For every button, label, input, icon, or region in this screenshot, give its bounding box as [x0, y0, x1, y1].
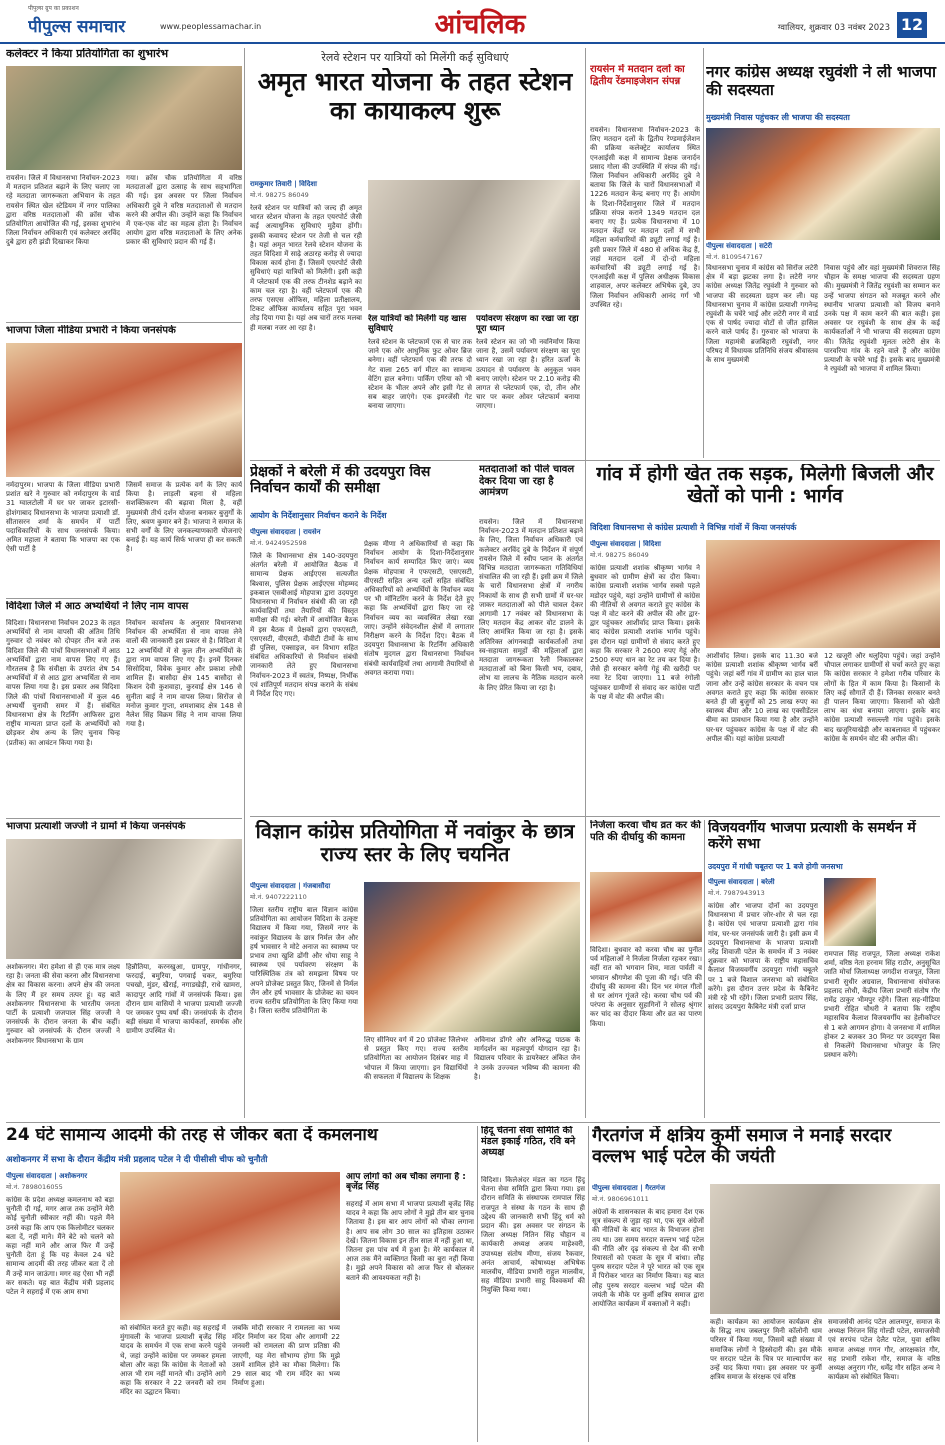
mobile-number: मो.नं. 98275 86049	[250, 191, 309, 199]
headline: गांव में होगी खेत तक सड़क, मिलेगी बिजली और खेतों को पानी : भार्गव	[596, 464, 934, 507]
story-udaipura	[250, 464, 474, 814]
mobile-number: मो.नं. 9806961011	[592, 1195, 649, 1203]
body-text: आशीर्वाद लिया। इसके बाद 11.30 बजे कांग्रेस प्रत्याशी शशांक श्रीकृष्ण भार्गव बर्री पहुंचे। जहां बर्री गांव में ग्रामीण का हाल चाल जाना और उन्हें कांग्रेस सरकार के वचन पत्र अवगत कराते हुए कहा कि कांग्रेस सरकार बनते ही जी बुजुर्गों को 25 लाख रुपए का स्वास्थ्य बीमा और 10 लाख का एक्सीडेंटल बीमा का प्रावधान किया गया है और उन्होंने घर-घर पहुंचकर कांग्रेस के पक्ष में वोट की अपील की। यहां कांग्रेस प्रत्याशी	[706, 652, 818, 743]
story-rule	[6, 598, 242, 599]
column-rule	[477, 1126, 478, 1442]
caption-title: पर्यावरण संरक्षण का रखा जा रहा पूरा ध्यान	[476, 314, 579, 335]
body-text: जबकि मोदी सरकार ने रामलला का भव्य मंदिर निर्माण कर दिया और आगामी 22 जनवरी को रामलला की प्राण प्रतिष्ठा की जाएगी, यह मेरा सौभाग्य होगा कि मुझे उसमें शामिल होने का मौका मिलेगा। कि 29 साल बाद भी राम मंदिर का भव्य निर्माण हुआ।	[232, 1324, 340, 1388]
headline: गैरतगंज में क्षत्रिय कुर्मी समाज ने मनाई सरदार वल्लभ भाई पटेल की जयंती	[592, 1126, 892, 1167]
headline: भाजपा जिला मीडिया प्रभारी ने किया जनसंपर्क	[6, 325, 176, 336]
story-bhargav	[590, 464, 940, 814]
byline-name: पीपुल्स संवाददाता	[708, 878, 754, 886]
byline-name: रामकुमार तिवारी	[250, 180, 292, 188]
quote-body: सहराई में आम सभा में भाजपा प्रत्याशी बृजेंद्र सिंह यादव ने कहा कि आप लोगों ने मुझे तीन बार चुनाव जिताया है। इस बार आप लोगों को चौका लगाना है। आप सब लोग 30 साल का इतिहास उठाकर देखें। जितना विकास इन तीन साल में नहीं हुआ था, जितना इस पांच वर्ष में हुआ है। मेरे कार्यकाल में आज तक मैंने व्यक्तिगत किसी का बुरा नहीं किया है। मुझे अपने विकास को आज फिर से बोलकर बताने की आवश्यकता नहीं है।	[346, 1200, 474, 1282]
body-text: कांग्रेस के प्रदेश अध्यक्ष कमलनाथ को बड़ा चुनौती दी गई, मगर आज तक उन्होंने मेरी कोई चुनौती स्वीकार नहीं की। पहले मैंने उनसे कहा कि आप एक किलोमीटर चलकर बता दें, नहीं माने। मैंने बेटे को चलने को कहा नहीं माने और आज फिर मैं उन्हें चुनौती देता हूं कि यह केवल 24 घंटे सामान्य आदमी की तरह जीकर बता दें तो मैं उन्हें मान जाऊंगा। मगर वह ऐसा भी नहीं कर सकते। यह बात केंद्रीय मंत्री प्रहलाद पटेल ने सहराई में एक आम सभा	[6, 1196, 114, 1297]
body-text: कांग्रेस प्रत्याशी शशांक श्रीकृष्ण भार्गव ने बुधवार को ग्रामीण क्षेत्रों का दौरा किया। कांग्रेस प्रत्याशी शशांक भार्गव सबसे पहले मडोदर पहुंचे, यहां उन्होंने ग्रामीणों से कांग्रेस की नीतियों से अवगत कराते हुए कांग्रेस के पक्ष में वोट करने की अपील की और द्वार-द्वार पहुंचकर आशीर्वाद प्राप्त किया। इसके बाद कांग्रेस प्रत्याशी शशांक भार्गव पहुंचे। इस दौरान यहां ग्रामीणों से संवाद करते हुए कहा कि सरकार ने 2600 रुपए गेहूं और 2500 रुपए धान का रेट तय कर दिया है। जैसे ही सरकार बनेगी गेहूं की खरीदी पर नया रेट दिया जाएगा। 11 बजे रंगोली पहुंचकर ग्रामीणों से संवाद कर कांग्रेस पार्टी के पक्ष में वोट की अपील की।	[590, 564, 700, 701]
body-text: हिन्नौतिया, करनखुआ, ग्रामपुर, गांधीनगर, फरदाई, बमुरिया, पगवाई चकर, बमुरिया पचखो, मुंडर, खैराई, नगाडखेड़ी, राधे खामरा, कादापुर आदि गांवों में जनसंपर्क किया। इस दौरान ग्राम वासियों ने भाजपा प्रत्याशी जज्जी पर जमकर पुष्प वर्षा की। जनसंपर्क के दौरान बड़ी संख्या में भाजपा कार्यकर्ता, समर्थक और ग्रामीण उपस्थित थे।	[126, 963, 242, 1036]
byline-name: पीपुल्स संवाददाता	[592, 1184, 638, 1192]
headline: 24 घंटे सामान्य आदमी की तरह से जीकर बता दें कमलनाथ	[6, 1126, 378, 1145]
story-yellow-rice	[479, 464, 583, 814]
body-text: जिसमें समाज के प्रत्येक वर्ग के लिए कार्य किया है। लाड़ली बहना से महिला सशक्तिकरण की बढ़ावा मिला है, वहीं मुख्यमंत्री तीर्थ दर्शन योजना बनाकर बुजुर्गों के लिए, श्रवण कुमार बने हैं। भाजपा ने समाज के सभी वर्गों के लिए जनकल्याणकारी योजनाएं बनाई हैं। यह कार्य सिर्फ भाजपा ही कर सकती है।	[126, 481, 242, 554]
photo-gathering	[710, 1184, 940, 1314]
byline-place: रायसेन	[303, 528, 321, 536]
story-karva-chauth	[590, 820, 702, 1120]
story-bjp-media	[6, 325, 242, 597]
body-text: नर्मदापुरम। भाजपा के जिला मीडिया प्रभारी प्रशांत खरे ने गुरुवार को नर्मदापुरम के वार्ड 31 ग्वालटोली में घर घर जाकर इटारसी-होशंगाबाद विधानसभा के भाजपा प्रत्याशी डॉ. सीतासरन शर्मा के समर्थन में पार्टी पदाधिकारियों के साथ जनसंपर्क किया। अमित महाला ने बताया कि भाजपा का एक ऐसी पार्टी है	[6, 481, 120, 554]
caption-body: रेलवे स्टेशन का जो भी नवनिर्माण किया जाना है, उसमें पर्यावरण संरक्षण का पूरा ध्यान रखा जा रहा है। हरित ऊर्जा के उत्पादन से पर्यावरण के अनुकूल भवन बनाए जाएंगे। स्टेशन पर 2.10 करोड़ की लागत से प्लेटफार्म एक, दो, तीन और चार पर कवर ओवर प्लेटफार्म बनाया जाएगा।	[476, 338, 580, 411]
byline-name: पीपुल्स संवाददाता	[590, 540, 636, 548]
photo-karva-chauth	[590, 872, 702, 942]
body-text: जिला स्तरीय राष्ट्रीय बाल विज्ञान कांग्रेस प्रतियोगिता का आयोजन विदिशा के उत्कृष्ट विद्यालय में किया गया, जिसमें नगर के नवांकुर विद्यालय के छात्र निर्मल जैन और हर्ष भावसार ने मोटे अनाज का स्वास्थ्य पर प्रभाव तथा खुशि ढोंगी और धोया साहू ने स्वास्थ्य एवं पर्यावरण संरक्षण के पारिस्थितिक तंत्र को समझना विषय पर अपने प्रोजेक्ट प्रस्तुत किए, जिनमें से निर्मल जैन और हर्ष भावसार के प्रोजेक्ट का चयन राज्य स्तरीय प्रतियोगिता के लिए किया गया है। जिला स्तरीय प्रतियोगिता के	[250, 906, 358, 1016]
paper-name: पीपुल्स समाचार	[28, 17, 126, 36]
byline: पीपुल्स संवाददाता | सटेरी	[706, 242, 773, 250]
headline: अमृत भारत योजना के तहत स्टेशन का कायाकल्प शुरू	[257, 68, 573, 125]
body-text: कही। कार्यक्रम का आयोजन कार्यक्रम क्षेत्र के सिद्ध नाथ जबलपुर मिनी कॉलोनी धाम परिसर में किया गया, जिसमें बड़ी संख्या में समाजिक लोगों ने हिस्सेदारी की। इस मौके पर सरदार पटेल के चित्र पर माल्यार्पण कर उन्हें याद किया गया। इस अवसर पर कुर्मी क्षत्रिय समाज के संरक्षक एवं वरिष्ठ	[710, 1318, 822, 1382]
story-rule	[6, 322, 242, 323]
headline: विजयवर्गीय भाजपा प्रत्याशी के समर्थन में करेंगे सभा	[708, 820, 916, 853]
body-text: विदिशा। किलेअंदर मंडल का गठन हिंदू चेतना सेवा समिति द्वारा किया गया। इस दौरान समिति के संस्थापक रामपाल सिंह राजपूत ने संस्था के गठन के साथ ही उद्देश्य की जानकारी सभी हिंदू धर्म को प्रदान की। इस अवसर पर संगठन के जिला अध्यक्ष नितिन सिंह चौहान व कार्यकारी अध्यक्ष अजय माहेश्वरी, उपाध्यक्ष संतोष मीणा, संजय रैकवार, अनंत आचार्य, कोषाध्यक्ष अभिषेक मालवीय, मीडिया प्रभारी राहुल मालवीय, सह मीडिया प्रभारी साहू विश्वकर्मा की नियुक्ति किया गया।	[481, 1176, 585, 1295]
byline-name: पीपुल्स संवाददाता	[250, 882, 296, 890]
caption-box	[368, 314, 472, 458]
caption-title: रेल यात्रियों को मिलेंगी यह खास सुविधाएं	[368, 314, 467, 335]
mobile-number: मो.नं. 8109547167	[706, 253, 763, 261]
photo-students	[364, 882, 580, 1032]
body-text: निर्वाचन कार्यालय के अनुसार विधानसभा निर्वाचन की अभ्यर्थिता से नाम वापस लेने वालों की जानकारी इस प्रकार से है। विदिशा में 12 अभ्यर्थियों में से कुल तीन अभ्यर्थियों के द्वारा नाम वापस लिए गए हैं। इनमें दिनकर सिसोदिया, विवेक कुमार और प्रकाश लोधी शामिल हैं। बासौदा क्षेत्र 145 बासौदा से किशन देवी कुशवाहा, कुरवाई क्षेत्र 146 से सुनीता बाई ने नाम वापस लिया। सिरोंज से मनोज कुमार गुप्ता, शमशाबाद क्षेत्र 148 से नैलेश सिंह विक्रम सिंह ने नाम वापस लिया गया है।	[126, 619, 242, 729]
byline: पीपुल्स संवाददाता | विदिशा	[590, 540, 661, 548]
body-text: जिले के विधानसभा क्षेत्र 140-उदयपुरा अंतर्गत बरेली में आयोजित बैठक में सामान्य प्रेक्षक आईएएस सत्यजीत बिश्वास, पुलिस प्रेक्षक आईएएस मोहम्मद इकबाल एसबीआई मोहपात्रा द्वारा उदयपुरा विधानसभा में निर्वाचन संबंधी की जा रही कार्यवाहियों तथा तैयारियों की विस्तृत समीक्षा की गई। बरेली में आयोजित बैठक में इस बैठक में प्रेक्षकों द्वारा एफएसटी, एसएसटी, वीएसटी, वीवीटी टीमों के साथ ही पुलिस, एक्साइज, वन विभाग सहित संबंधित अधिकारियों से निर्वाचन संबंधी जानकारी लेते हुए विधानसभा निर्वाचन-2023 में स्वतंत्र, निष्पक्ष, निर्भीक एवं शांतिपूर्ण मतदान संपन्न कराने के संबंध में निर्देश दिए गए।	[250, 552, 358, 699]
page-number: 12	[897, 12, 927, 38]
body-text: अविनाश डोंगरे और अनिरुद्ध पाठक के मार्गदर्शन का महत्वपूर्ण योगदान रहा है। विद्यालय परिवार के डायरेक्टर अंकित जैन ने उनके उज्ज्वल भविष्य की कामना की है।	[474, 1036, 580, 1081]
quote-box	[346, 1172, 474, 1442]
photo-rally	[120, 1172, 340, 1320]
photo-village-campaign	[706, 540, 940, 648]
byline-name: पीपुल्स संवाददाता	[6, 1172, 52, 1180]
body-text: प्रेक्षक मीणा ने अधिकारियों से कहा कि निर्वाचन आयोग के दिशा-निर्देशानुसार निर्वाचन कार्य सम्पादित किए जाएं। व्यय प्रेक्षक मोहपात्रा ने एफएसटी, एसएसटी, वीएसटी सहित अन्य दलों सहित संबंधित अधिकारियों को अभ्यर्थियों के निर्वाचन व्यय पर भी मॉनिटरिंग करने के निर्देश देते हुए कहा कि अभ्यर्थियों द्वारा किए जा रहे निर्वाचन व्यय का व्यवस्थित लेखा रखा जाए। उन्होंने संवेदनशील क्षेत्रों में लगातार निरीक्षण करने के निर्देश दिए। बैठक में उदयपुरा विधानसभा के रिटर्निंग अधिकारी संतोष मुदगल द्वारा विधानसभा निर्वाचन संबंधी कार्यवाहियों तथा आगामी तैयारियों से अवगत कराया गया।	[364, 540, 474, 677]
byline: पीपुल्स संवाददाता | अशोकनगर	[6, 1172, 88, 1180]
column-rule	[588, 1126, 589, 1442]
body-text: को संबोधित करते हुए कही। वह सहराई में मुंगावली के भाजपा प्रत्याशी बृजेंद्र सिंह यादव के समर्थन में एक सभा करने पहुंचे थे, जहां उन्होंने कांग्रेस पर जमकर हमला बोला और कहा कि कांग्रेस के नेताओं को आज भी राम नहीं मानते थी। उन्होंने आगे कहा कि सरकार ने 22 जनवरी को राम मंदिर का उद्घाटन किया।	[120, 1324, 226, 1397]
subhead: अशोकनगर में सभा के दौरान केंद्रीय मंत्री प्रहलाद पटेल ने दी पीसीसी चीफ को चुनौती	[6, 1155, 268, 1165]
body-text: विधानसभा चुनाव में कांग्रेस को सिरोंज लटेरी क्षेत्र में बड़ा झटका लगा है। लटेरी नगर कांग्रेस अध्यक्ष जितेंद्र रघुवंशी ने गुरुवार को भाजपा की सदस्यता ग्रहण कर ली। यह विधानसभा चुनाव में कांग्रेस प्रत्याशी गगनेन्द्र रघुवंशी के चचेरे भाई और लटेरी नगर में वार्ड एक से पार्षद ज्यादा वोटों से जीत हासिल करने वाले पार्षद हैं। गुरुवार को भाजपा के जिला महामंत्री ब्रजबिहारी रघुवंशी, नगर परिषद में विधायक प्रतिनिधि संजय श्रीवास्तव के साथ मुख्यमंत्री	[706, 264, 818, 365]
caption-body: रेलवे स्टेशन के प्लेटफार्म एक से चार तक जाने एक ओर आधुनिक फुट ओवर ब्रिज बनेगा। वहीं प्लेटफार्म एक की तरफ दो गेट वाला 265 वर्ग मीटर का सामान्य वेटिंग हाल बनेगा। पार्किंग एरिया को भी स्टेशन के भीतर अपने और इसी गेट से सब बाहर जाएंगे। एक इमरजेंसी गेट बनाया जाएगा।	[368, 338, 472, 411]
story-collector	[6, 48, 242, 320]
story-jajji	[6, 821, 242, 1118]
headline: रायसेन में मतदान दलों का द्वितीय रेंडमाइजेशन संपन्न	[590, 64, 685, 87]
quote-headline: आप लोगों को अब चौका लगाना है : बृजेंद्र सिंह	[346, 1172, 466, 1193]
photo-joining	[706, 128, 940, 240]
byline: पीपुल्स संवाददाता | गैरतगंज	[592, 1184, 666, 1192]
subhead: मुख्यमंत्री निवास पहुंचकर ली भाजपा की सदस्यता	[706, 113, 850, 122]
story-amrit-bharat	[250, 48, 580, 458]
byline: पीपुल्स संवाददाता | बरेली	[708, 878, 775, 886]
mobile-number: मो.नं. 9407222110	[250, 893, 307, 901]
photo-leader-portrait	[824, 878, 876, 946]
body-text: 12 खजूरी और थलुदिया पहुंचे। जहां उन्होंने चौपाल लगाकर ग्रामीणों से चर्चा करते हुए कहा कि कांग्रेस सरकार ने हमेशा गरीब परिवार के लोगों के हित में काम किया है। किसानों के लिए कई सौगातें दी हैं। जिनका सरकार बनते ही पालन किया जाएगा। किसानों को खेती लाभ का धंधा बनाया जाएगा। इसके बाद कांग्रेस प्रत्याशी रुसल्ल्ली गांव पहुंचे। इसके बाद खजूरियाखेड़ी और काबलावत में पहुंचकर कांग्रेस के समर्थन वोट की अपील की।	[824, 652, 940, 743]
mobile-number: मो.नं. 98275 86049	[590, 551, 649, 559]
photo-village-visit	[6, 839, 242, 959]
body-text: विदिशा। बुधवार को करवा चौथ का पुनीत पर्व महिलाओं ने निर्जला निर्जला रहकर रखा। वहीं रात को भगवान शिव, माता पार्वती व भगवान श्रीगणेश की पूजा की गई। पति की दीर्घायु की कामना की। दिन भर मंगल गीतों से घर आंगन गूंजते रहे। करवा चौथ पर्व की परंपरा के अनुसार सुहागिनों ने सोलह श्रृंगार कर चांद का दीदार किया और व्रत का पारण किया।	[590, 946, 702, 1028]
subhead: आयोग के निर्देशानुसार निर्वाचन कराने के निर्देश	[250, 511, 387, 520]
headline: नगर कांग्रेस अध्यक्ष रघुवंशी ने ली भाजपा की सदस्यता	[706, 64, 936, 99]
column-rule	[585, 48, 586, 1118]
body-text: रायसेन। जिले में विधानसभा निर्वाचन-2023 में मतदान प्रतिशत बढ़ाने के लिए, जिला निर्वाचन अधिकारी एवं कलेक्टर अरविंद दुबे के निर्देशन में संपूर्ण रायसेन जिले में स्वीप प्लान के अंतर्गत विभिन्न मतदाता जागरूकता गतिविधियां संचालित की जा रही हैं। इसी क्रम में जिले के चारों विधानसभा क्षेत्रों में नगरीय निकायों के साथ ही सभी ग्रामों में घर-घर जाकर मतदाताओं को पीले चावल देकर आगामी 17 नवंबर को विधानसभा के लिए मतदान केंद्र आकर वोट डालने के लिए आमंत्रित किया जा रहा है। इसके अतिरिक्त आंगनबाड़ी कार्यकर्ताओं तथा स्व-सहायता समूहों की महिलाओं द्वारा मतदाता जागरूकता रैली निकालकर मतदाताओं को बिना किसी भय, दबाव, लोभ या लालच के नैतिक मतदान करने के लिए प्रेरित किया जा रहा है।	[479, 518, 583, 692]
story-randomization	[590, 64, 700, 458]
headline: मतदाताओं को पीले चावल देकर दिया जा रहा है आमंत्रण	[479, 464, 575, 498]
byline-place: गंजबासौदा	[303, 882, 331, 890]
story-kamalnath	[6, 1126, 474, 1442]
body-text: अंग्रेजों के शासनकाल के बाद हमारा देश एक सूत्र संकल्प से जुड़ा रहा था, एक सूत्र अंग्रेजों की नीतियों के बाद भारत के विभाजन होना तय था। उस समय सरदार वल्लभ भाई पटेल की नीति और दृढ़ संकल्प से देश की सभी रियासतों को एकता के सूत्र में बांधा। लौह पुरुष सरदार पटेल ने पूरे भारत को एक सूत्र में पिरोकर भारत का निर्माण किया। यह बात लौह पुरुष सरदार वल्लभ भाई पटेल की जयंती के मौके पर कुर्मी क्षत्रिय समाज द्वारा आयोजित कार्यक्रम में वक्ताओं ने कही।	[592, 1208, 704, 1309]
mobile-number: मो.नं. 7987943913	[708, 889, 765, 897]
mobile-number: मो.नं. 7898016055	[6, 1183, 63, 1191]
column-rule	[703, 48, 704, 458]
byline-place: अशोकनगर	[59, 1172, 88, 1180]
byline-place: विदिशा	[643, 540, 661, 548]
headline: विज्ञान कांग्रेस प्रतियोगिता में नवांकुर के छात्र राज्य स्तर के लिए चयनित	[255, 820, 575, 866]
story-rule	[6, 818, 242, 819]
headline: प्रेक्षकों ने बरेली में की उदयपुरा विस निर्वाचन कार्यों की समीक्षा	[250, 464, 431, 497]
section-title: आंचलिक	[434, 9, 526, 40]
byline-place: सटेरी	[759, 242, 773, 250]
kicker: रेलवे स्टेशन पर यात्रियों को मिलेंगी कई सुविधाएं	[321, 51, 509, 64]
photo-station-construction	[368, 180, 580, 310]
body-text: निवास पहुंचे और वहां मुख्यमंत्री शिवराज सिंह चौहान के समक्ष भाजपा की सदस्यता ग्रहण की। मुख्यमंत्री ने जितेंद्र रघुवंशी का सम्मान कर उन्हें भाजपा संगठन को मजबूत करने और स्थानीय भाजपा प्रत्याशी को विजय बनाने उनके पक्ष में काम करने की बात कही। इस अवसर पर रघुवंशी के साथ क्षेत्र के कई कार्यकर्ताओं ने भी भाजपा की सदस्यता ग्रहण की। जितेंद्र रघुवंशी मूलतः लटेरी क्षेत्र के पारवरिया गांव के रहने वाले हैं और कांग्रेस प्रत्याशी के चचेरे भाई हैं। इसके बाद मुख्यमंत्री ने रघुवंशी को भाजपा में शामिल किया।	[824, 264, 940, 374]
story-vidisha-names	[6, 601, 242, 817]
body-text: गया। क्रॉस चौक प्रतियोगिता में वरिष्ठ मतदाताओं द्वारा उत्साह के साथ सहभागिता की गई। इस अवसर पर जिला निर्वाचन अधिकारी दुबे ने वरिष्ठ मतदाताओं से मतदान करने की अपील की। उन्होंने कहा कि निर्वाचन में एक-एक वोट का महत्व होता है। निर्वाचन आयोग द्वारा वरिष्ठ मतदाताओं के लिए अनेक प्रकार की सुविधाएं प्रदान की गई हैं।	[126, 174, 242, 247]
headline: निर्जला करवा चौथ व्रत कर की पति की दीर्घायु की कामना	[590, 820, 701, 843]
body-text: विदिशा। विधानसभा निर्वाचन 2023 के तहत अभ्यर्थियों से नाम वापसी की अंतिम तिथि गुरुवार दो नवंबर को दोपहर तीन बजे तक विदिशा जिले की पांचों विधानसभाओं में आठ अभ्यर्थियों द्वारा नाम वापस लिए गए हैं। गौरतलब है कि संवीक्षा के उपरांत शेष 54 अभ्यर्थियों में से आठ द्वारा अभ्यर्थिता से नाम वापस लिया गया है। इस प्रकार अब विदिशा जिले की पांचों विधानसभाओं में कुल 46 अभ्यर्थी चुनावी समर में हैं। संबंधित विधानसभा क्षेत्र के रिटर्निंग आफिसर द्वारा राष्ट्रीय मान्यता प्राप्त दलों के अभ्यर्थियों को छोड़कर शेष अन्य के लिए चुनाव चिन्ह (प्रतीक) का आवंटन किया गया है।	[6, 619, 120, 747]
byline: पीपुल्स संवाददाता | रायसेन	[250, 528, 321, 536]
masthead	[0, 0, 945, 44]
subhead: विदिशा विधानसभा से कांग्रेस प्रत्याशी ने विभिन्न गांवों में किया जनसंपर्क	[590, 523, 797, 532]
byline-name: पीपुल्स संवाददाता	[250, 528, 296, 536]
body-text: समाजसेवी आनंद पटेल आलमपुर, समाज के अध्यक्ष निरंजन सिंह गोल्डी पटेल, समाजसेवी एवं सरपंच पटेल देलैट पटेल, युवा क्षत्रिय समाज अध्यक्ष गगन गौर, आरक्षकांत गौर, सह प्रभारी राकेश गौर, समाज के वरिष्ठ अध्यक्ष अनुराग गौर, धर्मेंद्र गौर सहित अन्य ने कार्यक्रम को संबोधित किया।	[828, 1318, 940, 1382]
byline: रामकुमार तिवारी | विदिशा	[250, 180, 317, 188]
story-raghuvanshi	[706, 64, 940, 458]
photo-stadium	[6, 66, 242, 170]
story-rule	[6, 1122, 940, 1123]
body-text: रेलवे स्टेशन पर यात्रियों को जल्द ही अमृत भारत स्टेशन योजना के तहत एयरपोर्ट जैसी कई अत्याधुनिक सुविधाएं मुहैया होंगी। इसकी कवायद स्टेशन पर तेजी से चल रही है। यहां अमृत भारत रेलवे स्टेशन योजना के तहत विदिशा में साढ़े अठारह करोड़ से ज्यादा विकास कार्य होना हैं। जिसमें एयरपोर्ट जैसी सुविधाएं यहां यात्रियों को मिलेंगी। इसी कड़ी में प्लेटफार्म एक की तरफ टीनशेड बढ़ाने का काम चल रहा है। वहीं प्लेटफार्म एक की तरफ एसएस ऑफिस, महिला प्रतीक्षालय, टिकट ऑफिस कार्यालय सहित पूरा भवन तोड़ दिया गया है। यहां अब चारों तरफ मलबा ही मलबा नजर आ रहा है।	[250, 204, 362, 332]
website-url[interactable]: www.peoplessamachar.in	[160, 22, 262, 31]
byline-place: गैरतगंज	[645, 1184, 666, 1192]
story-vijayvargiya	[708, 820, 940, 1120]
mobile-number: मो.नं. 9424952598	[250, 539, 307, 547]
headline: विदिशा जिले में आठ अभ्यर्थियों ने लिए नाम वापस	[6, 601, 189, 612]
body-text: रायसेन। विधानसभा निर्वाचन-2023 के लिए मतदान दलों के द्वितीय रेण्डमाईजेशन की प्रक्रिया कलेक्ट्रेट कार्यालय स्थित एनआईसी कक्ष में सामान्य प्रेक्षक जनार्दन प्रसाद गोला की उपस्थिति में संपन्न की गई। जिला निर्वाचन अधिकारी अरविंद दुबे ने बताया कि जिले के चारों विधानसभाओं में 1226 मतदान केन्द्र बनाए गए हैं। आयोग के दिशा-निर्देशानुसार जिले में मतदान प्रक्रिया संपन्न कराने 1349 मतदान दल बनाए गए हैं। प्रत्येक विधानसभा में 10 मतदान केंद्रों पर मतदान दलों में सभी महिला कर्मचारियों की ड्यूटी लगाई गई है। इसी प्रकार जिले में 480 से अधिक केंद्र हैं, जहां मतदान दलों में दो-दो महिला कर्मचारियों की ड्यूटी लगाई गई है। एनआईसी कक्ष में पुलिस अधीक्षक विकास शाहवाल, अपर कलेक्टर अभिषेक दुबे, उप जिला निर्वाचन अधिकारी आनंद गर्ग भी उपस्थित रहे।	[590, 126, 700, 309]
byline-name: पीपुल्स संवाददाता	[706, 242, 752, 250]
body-text: कांग्रेस और भाजपा दोनों का उदयपुरा विधानसभा में प्रचार जोर-शोर से चल रहा है। कांग्रेस एवं भाजपा प्रत्याशी द्वारा गांव गांव, घर-घर जनसंपर्क जारी है। इसी क्रम में उदयपुरा विधानसभा के भाजपा प्रत्याशी नरेंद्र शिवाजी पटेल के समर्थन में 3 नवंबर शुक्रवार को भाजपा के राष्ट्रीय महासचिव कैलाश विजयवर्गीय उदयपुरा गांधी चबूतरे पर 1 बजे विशाल जनसभा को संबोधित करेंगे। इस दौरान उत्तर प्रदेश के कैबिनेट मंत्री रहे भी रहेंगे। जिला प्रभारी प्रताप सिंह, सांसद उदयपुरा कैबिनेट मंत्री दर्जा प्राप्त	[708, 902, 818, 1012]
headline: भाजपा प्रत्याशी जज्जी ने ग्रामों में किया जनसंपर्क	[6, 821, 186, 832]
story-navankur	[250, 820, 580, 1120]
story-rule	[250, 460, 940, 461]
caption-box	[476, 314, 580, 458]
body-text: रामपाल सिंह राजपूत, जिला अध्यक्ष राकेश शर्मा, वरिष्ठ नेता हरनाम सिंह राठौर, अनुसूचित जाति मोर्चा जिलाध्यक्ष जगदीश राजपूत, जिला प्रभारी सुधीर अग्रवाल, विधानसभा संयोजक प्रहलाद लोधी, केंद्रीय जिला प्रभारी संतोष गौर रामेंद्र ठाकुर भीमपुर रहेंगे। जिला सह-मीडिया प्रभारी रोहित चौधरी ने बताया कि राष्ट्रीय महासचिव कैलाश विजयवर्गीय का हेलीकॉप्टर से 1 बजे आगमन होगा। वे जनसभा में शामिल होकर 2 बजकर 30 मिनट पर उदयपुरा बिस से निकलेंगे विधानसभा भोजपुर के लिए प्रस्थान करेंगे।	[824, 950, 940, 1060]
byline-place: विदिशा	[299, 180, 317, 188]
byline-place: बरेली	[761, 878, 775, 886]
photo-campaign	[6, 343, 242, 477]
body-text: लिए सीनियर वर्ग में 20 प्रोजेक्ट जिलेभर से प्रस्तुत किए गए। राज्य स्तरीय प्रतियोगिता का आयोजन दिसंबर माह में भोपाल में किया जाएगा। इन विद्यार्थियों की सफलता में विद्यालय के शिक्षक	[364, 1036, 468, 1081]
column-rule	[704, 820, 705, 1118]
story-gairatganj	[592, 1126, 940, 1442]
body-text: अशोकनगर। मेरा हमेशा से ही एक मात्र लक्ष्य रहा है। जनता की सेवा करना और विधानसभा क्षेत्र का विकास करना। अपने क्षेत्र की जनता के लिए मैं हर समय तत्पर हूं। यह बातें अशोकनगर विधानसभा के भारतीय जनता पार्टी के प्रत्याशी जजपाल सिंह जज्जी ने जनसंपर्क के दौरान जनता के बीच कहीं। गुरुवार को जनसंपर्क के दौरान जज्जी ने अशोकनगर विधानसभा के ग्राम	[6, 963, 120, 1045]
headline: कलेक्टर ने किया प्रतियोगिता का शुभारंभ	[6, 48, 169, 60]
story-hindu-chetna	[481, 1126, 585, 1442]
byline: पीपुल्स संवाददाता | गंजबासौदा	[250, 882, 331, 890]
column-rule	[244, 48, 245, 1118]
headline: हिंदू चेतना सेवा समिति की मंडल इकाई गठित, रवि बने अध्यक्ष	[481, 1126, 576, 1158]
story-rule	[250, 816, 940, 817]
body-text: रायसेन। जिले में विधानसभा निर्वाचन-2023 में मतदान प्रतिशत बढ़ाने के लिए चलाए जा रहे मतदाता जागरूकता अभियान के तहत रायसेन स्थित खेल स्टेडियम में नगर पालिका द्वारा वरिष्ठ मतदाताओं की क्रॉस चौक प्रतियोगिता आयोजित की गई, इसका शुभारंभ जिला निर्वाचन अधिकारी एवं कलेक्टर अरविंद दुबे द्वारा हरी झंडी दिखाकर किया	[6, 174, 120, 247]
subhead: उदयपुरा में गांधी चबूतरा पर 1 बजे होगी जनसभा	[708, 862, 843, 871]
dateline: ग्वालियर, शुक्रवार 03 नवंबर 2023	[777, 23, 890, 33]
paper-tagline: पीपुल्स ग्रुप का प्रकाशन	[28, 5, 79, 12]
